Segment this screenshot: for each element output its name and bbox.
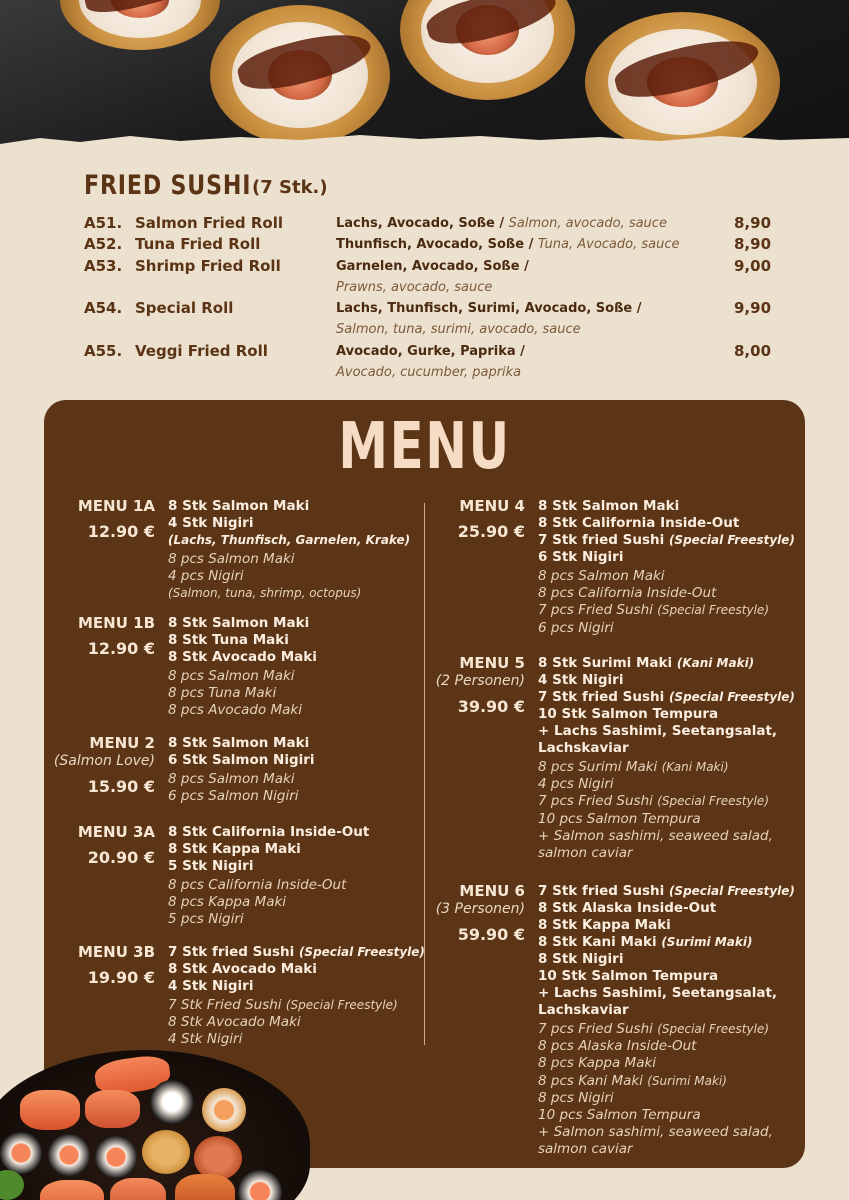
- menu-line: 7 Stk Fried Sushi (Special Freestyle): [168, 997, 398, 1013]
- menu-line: 4 Stk Nigiri: [168, 1031, 243, 1048]
- item-description: Avocado, Gurke, Paprika /: [336, 344, 525, 359]
- menu-5-subtitle: (2 Personen): [435, 673, 525, 689]
- menu-line: 8 Stk Kappa Maki: [168, 841, 301, 857]
- menu-line: (Lachs, Thunfisch, Garnelen, Krake): [168, 533, 411, 547]
- menu-4-price: 25.90 €: [457, 522, 525, 541]
- menu-line: 8 pcs California Inside-Out: [538, 585, 717, 602]
- item-description: Lachs, Thunfisch, Surimi, Avocado, Soße /: [336, 301, 642, 316]
- menu-line: 5 pcs Nigiri: [168, 911, 244, 928]
- item-description-en: Salmon, tuna, surimi, avocado, sauce: [336, 322, 581, 337]
- menu-line: Lachskaviar: [538, 740, 629, 756]
- item-description-en: Prawns, avocado, sauce: [336, 280, 493, 295]
- menu-line: 8 pcs Salmon Maki: [168, 551, 295, 567]
- menu-line: 8 Stk Surimi Maki (Kani Maki): [538, 655, 755, 671]
- menu-line: 7 pcs Fried Sushi (Special Freestyle): [538, 1021, 769, 1037]
- item-code: A51.: [84, 214, 123, 232]
- menu-line: Lachskaviar: [538, 1002, 629, 1018]
- menu-line: 5 Stk Nigiri: [168, 858, 254, 874]
- menu-line: 8 pcs Tuna Maki: [168, 685, 277, 702]
- item-code: A52.: [84, 235, 123, 253]
- menu-line: 6 Stk Salmon Nigiri: [168, 752, 315, 768]
- menu-6-items: [538, 883, 795, 1159]
- fried-item: [0, 214, 849, 236]
- menu-1a-label: MENU 1A: [77, 497, 155, 515]
- menu-line: 7 Stk fried Sushi (Special Freestyle): [168, 944, 425, 960]
- menu-line: 8 Stk Salmon Maki: [168, 498, 310, 514]
- menu-line: 8 pcs Kappa Maki: [538, 1055, 657, 1072]
- item-price: 9,00: [734, 257, 772, 275]
- fried-item: [0, 257, 849, 295]
- menu-5-items: [538, 655, 795, 862]
- menu-line: 8 pcs Kani Maki (Surimi Maki): [538, 1072, 727, 1089]
- menu-line: (Salmon, tuna, shrimp, octopus): [168, 586, 362, 601]
- fried-item: [0, 299, 849, 337]
- sushi-rolls-photo: [0, 0, 849, 150]
- item-code: A55.: [84, 342, 123, 360]
- item-name: Tuna Fried Roll: [135, 235, 261, 253]
- menu-line: 7 Stk fried Sushi (Special Freestyle): [538, 883, 795, 899]
- menu-line: 4 Stk Nigiri: [168, 978, 254, 994]
- fried-sushi-heading: FRIED SUSHI: [84, 170, 252, 201]
- menu-line: salmon caviar: [538, 845, 633, 862]
- menu-line: 8 Stk Salmon Maki: [538, 498, 680, 514]
- item-name: Shrimp Fried Roll: [135, 257, 281, 275]
- menu-line: 8 Stk Kappa Maki: [538, 917, 671, 933]
- menu-2-price: 15.90 €: [87, 777, 155, 796]
- menu-line: 4 Stk Nigiri: [168, 515, 254, 531]
- fried-item: [0, 342, 849, 380]
- menu-4-items: [538, 498, 795, 637]
- menu-line: 6 Stk Nigiri: [538, 549, 624, 565]
- menu-6-subtitle: (3 Personen): [435, 901, 525, 917]
- menu-line: + Lachs Sashimi, Seetangsalat,: [538, 985, 778, 1001]
- item-code: A53.: [84, 257, 123, 275]
- menu-line: 8 Stk Tuna Maki: [168, 632, 289, 648]
- menu-line: + Salmon sashimi, seaweed salad,: [538, 827, 773, 844]
- menu-line: 8 pcs Alaska Inside-Out: [538, 1038, 697, 1055]
- menu-line: 8 Stk California Inside-Out: [538, 515, 740, 531]
- menu-line: 8 Stk Salmon Maki: [168, 735, 310, 751]
- menu-5-label: MENU 5: [459, 654, 525, 672]
- menu-line: 10 Stk Salmon Tempura: [538, 706, 719, 722]
- menu-3b-items: [168, 944, 425, 1049]
- menu-line: 8 Stk Avocado Maki: [168, 649, 317, 665]
- menu-line: 6 pcs Nigiri: [538, 619, 614, 636]
- menu-line: 4 Stk Nigiri: [538, 672, 624, 688]
- menu-line: 8 pcs Salmon Maki: [168, 668, 295, 684]
- menu-line: 8 pcs Salmon Maki: [168, 771, 295, 787]
- menu-line: 8 Stk Alaska Inside-Out: [538, 900, 717, 916]
- fried-item: [0, 235, 849, 257]
- menu-3a-price: 20.90 €: [87, 848, 155, 867]
- menu-line: 7 Stk fried Sushi (Special Freestyle): [538, 689, 795, 705]
- item-name: Veggi Fried Roll: [135, 342, 268, 360]
- menu-1a-price: 12.90 €: [87, 522, 155, 541]
- menu-line: 8 pcs Nigiri: [538, 1089, 614, 1106]
- menu-2-label: MENU 2: [89, 734, 155, 752]
- item-description: Lachs, Avocado, Soße / Salmon, avocado, sauce: [336, 216, 667, 231]
- menu-2-subtitle: (Salmon Love): [53, 753, 155, 769]
- menu-1b-price: 12.90 €: [87, 639, 155, 658]
- menu-line: 8 Stk Avocado Maki: [168, 961, 317, 977]
- item-description: Thunfisch, Avocado, Soße / Tuna, Avocado, sauce: [336, 237, 680, 252]
- item-code: A54.: [84, 299, 123, 317]
- menu-line: 8 Stk Nigiri: [538, 951, 624, 967]
- menu-1a-items: [168, 498, 410, 602]
- menu-1b-items: [168, 615, 317, 720]
- item-name: Special Roll: [135, 299, 234, 317]
- fried-sushi-quantity: (7 Stk.): [252, 177, 328, 198]
- menu-line: 8 Stk Kani Maki (Surimi Maki): [538, 934, 753, 950]
- item-price: 8,90: [734, 214, 772, 232]
- menu-line: 4 pcs Nigiri: [538, 776, 614, 793]
- menu-line: 8 pcs Avocado Maki: [168, 702, 302, 719]
- menu-1b-label: MENU 1B: [78, 614, 155, 632]
- menu-3a-label: MENU 3A: [77, 823, 155, 841]
- menu-3b-price: 19.90 €: [87, 968, 155, 987]
- menu-line: 7 pcs Fried Sushi (Special Freestyle): [538, 793, 769, 810]
- menu-line: salmon caviar: [538, 1141, 633, 1158]
- menu-line: 8 Stk Salmon Maki: [168, 615, 310, 631]
- menu-line: 7 pcs Fried Sushi (Special Freestyle): [538, 602, 769, 619]
- item-description-en: Avocado, cucumber, paprika: [336, 365, 522, 380]
- menu-4-label: MENU 4: [459, 497, 525, 515]
- menu-5-price: 39.90 €: [457, 697, 525, 716]
- menu-6-price: 59.90 €: [457, 925, 525, 944]
- menu-line: + Salmon sashimi, seaweed salad,: [538, 1124, 773, 1141]
- item-name: Salmon Fried Roll: [135, 214, 284, 232]
- menu-line: 8 Stk California Inside-Out: [168, 824, 370, 840]
- menu-line: 8 pcs Surimi Maki (Kani Maki): [538, 759, 729, 775]
- menu-2-items: [168, 735, 315, 805]
- menu-3b-label: MENU 3B: [78, 943, 155, 961]
- item-price: 9,90: [734, 299, 772, 317]
- menu-3a-items: [168, 824, 369, 929]
- menu-line: 4 pcs Nigiri: [168, 568, 244, 585]
- menu-line: 8 pcs Kappa Maki: [168, 894, 287, 911]
- item-price: 8,00: [734, 342, 772, 360]
- menu-line: 10 pcs Salmon Tempura: [538, 810, 701, 827]
- menu-line: 10 Stk Salmon Tempura: [538, 968, 719, 984]
- item-description: Garnelen, Avocado, Soße /: [336, 259, 529, 274]
- menu-heading: MENU: [338, 410, 511, 484]
- menu-line: 8 Stk Avocado Maki: [168, 1014, 301, 1031]
- menu-line: 7 Stk fried Sushi (Special Freestyle): [538, 532, 795, 548]
- item-price: 8,90: [734, 235, 772, 253]
- menu-6-label: MENU 6: [459, 882, 525, 900]
- menu-line: 8 pcs Salmon Maki: [538, 568, 665, 584]
- menu-line: 8 pcs California Inside-Out: [168, 877, 347, 893]
- menu-line: 10 pcs Salmon Tempura: [538, 1107, 701, 1124]
- menu-line: + Lachs Sashimi, Seetangsalat,: [538, 723, 778, 739]
- menu-line: 6 pcs Salmon Nigiri: [168, 788, 299, 805]
